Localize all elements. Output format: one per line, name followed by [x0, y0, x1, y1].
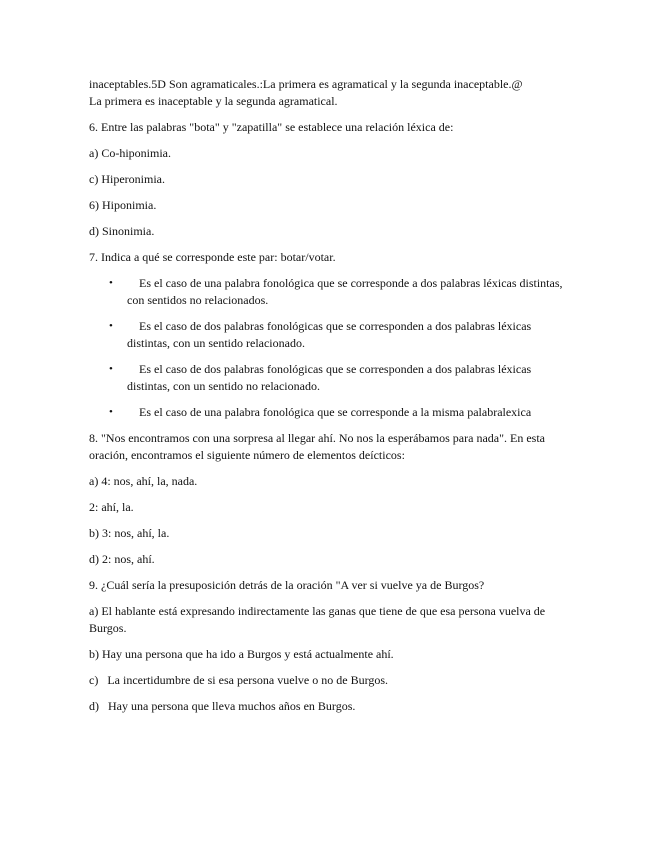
question-9-text: 9. ¿Cuál sería la presuposición detrás de la oración "A ver si vuelve ya de Burgos?	[89, 578, 485, 592]
question-8-option-d: d) 2: nos, ahí.	[89, 552, 155, 566]
question-6-option-d: d) Sinonimia.	[89, 224, 155, 238]
question-6	[89, 119, 569, 240]
question-7-option-4-text: Es el caso de una palabra fonológica que se corresponde a la misma palabralexica	[139, 405, 532, 419]
question-7-options	[89, 275, 569, 421]
question-8-text: 8. "Nos encontramos con una sorpresa al llegar ahí. No nos la esperábamos para nada". En esta oración, encontramos el siguiente número de elementos deícticos:	[89, 431, 545, 462]
question-7-option-4	[89, 404, 569, 421]
question-7-option-1-text: Es el caso de una palabra fonológica que se corresponde a dos palabras léxicas distintas, con sentidos no relacionados.	[127, 276, 563, 307]
question-7-text: 7. Indica a qué se corresponde este par: botar/votar.	[89, 250, 336, 264]
question-6-option-c: c) Hiperonimia.	[89, 172, 165, 186]
bullet-icon: •	[109, 277, 113, 289]
question-8-option-unlabeled: 2: ahí, la.	[89, 500, 134, 514]
document-body	[89, 76, 569, 724]
question-7-option-1	[89, 275, 569, 309]
question-7-option-3	[89, 361, 569, 395]
question-9-option-b: b) Hay una persona que ha ido a Burgos y está actualmente ahí.	[89, 647, 394, 661]
question-6-text: 6. Entre las palabras "bota" y "zapatilla" se establece una relación léxica de:	[89, 120, 454, 134]
question-7-option-2	[89, 318, 569, 352]
question-8-option-a: a) 4: nos, ahí, la, nada.	[89, 474, 198, 488]
intro-line-2: La primera es inaceptable y la segunda agramatical.	[89, 94, 338, 108]
question-7-option-2-text: Es el caso de dos palabras fonológicas que se corresponden a dos palabras léxicas distintas, con un sentido relacionado.	[127, 319, 532, 350]
question-7-option-3-text: Es el caso de dos palabras fonológicas que se corresponden a dos palabras léxicas distintas, con un sentido no relacionado.	[127, 362, 532, 393]
question-8	[89, 430, 569, 568]
intro-line-1: inaceptables.5D Son agramaticales.:La primera es agramatical y la segunda inaceptable.@	[89, 77, 523, 91]
bullet-icon: •	[109, 363, 113, 375]
question-7	[89, 249, 569, 421]
question-9-option-c: c) La incertidumbre de si esa persona vuelve o no de Burgos.	[89, 673, 389, 687]
question-6-option-a: a) Co-hiponimia.	[89, 146, 171, 160]
question-9	[89, 577, 569, 715]
question-8-option-b: b) 3: nos, ahí, la.	[89, 526, 170, 540]
question-9-option-a: a) El hablante está expresando indirectamente las ganas que tiene de que esa persona vuelva de Burgos.	[89, 604, 546, 635]
intro-block	[89, 76, 569, 110]
question-9-option-d: d) Hay una persona que lleva muchos años en Burgos.	[89, 699, 356, 713]
question-6-option-6: 6) Hiponimia.	[89, 198, 157, 212]
bullet-icon: •	[109, 320, 113, 332]
bullet-icon: •	[109, 406, 113, 418]
